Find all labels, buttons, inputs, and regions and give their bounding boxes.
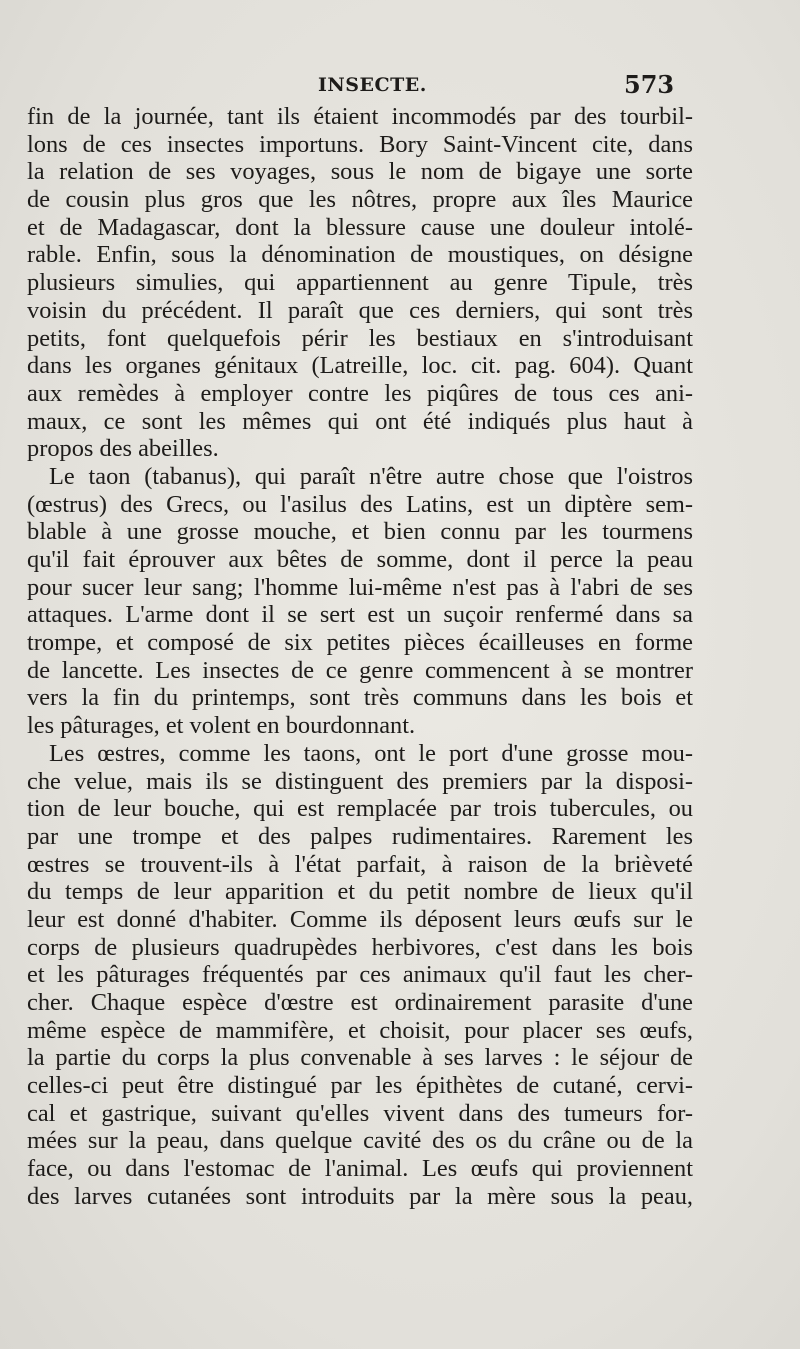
paragraph-3	[27, 740, 693, 1211]
text-line: la partie du corps la plus convenable à ses larves : le séjour de	[27, 1044, 693, 1072]
running-head	[0, 70, 800, 104]
text-line: lons de ces insectes importuns. Bory Saint-Vincent cite, dans	[27, 130, 693, 158]
paragraph-2	[27, 463, 693, 740]
text-line: même espèce de mammifère, et choisit, pour placer ses œufs,	[27, 1016, 693, 1044]
text-line: qu'il fait éprouver aux bêtes de somme, dont il perce la peau	[27, 546, 693, 573]
text-line: et de Madagascar, dont la blessure cause une douleur intolé-	[27, 213, 693, 241]
text-line: de cousin plus gros que les nôtres, propre aux îles Maurice	[27, 186, 693, 214]
text-line: fin de la journée, tant ils étaient incommodés par des tourbil-	[27, 103, 693, 130]
text-line: voisin du précédent. Il paraît que ces derniers, qui sont très	[27, 296, 693, 324]
text-line: vers la fin du printemps, sont très communs dans les bois et	[27, 684, 693, 712]
text-line: de lancette. Les insectes de ce genre commencent à se montrer	[27, 656, 693, 684]
text-line: plusieurs simulies, qui appartiennent au genre Tipule, très	[27, 269, 693, 297]
page-number: 573	[624, 70, 675, 99]
text-line: attaques. L'arme dont il se sert est un suçoir renfermé dans sa	[27, 601, 693, 629]
paragraph-1	[27, 103, 693, 463]
text-line: et les pâturages fréquentés par ces animaux qu'il faut les cher-	[27, 961, 693, 989]
text-line: trompe, et composé de six petites pièces écailleuses en forme	[27, 629, 693, 657]
text-line: leur est donné d'habiter. Comme ils déposent leurs œufs sur le	[27, 905, 693, 933]
text-line: face, ou dans l'estomac de l'animal. Les œufs qui proviennent	[27, 1155, 693, 1183]
text-line: maux, ce sont les mêmes qui ont été indiqués plus haut à	[27, 407, 693, 435]
text-line: les pâturages, et volent en bourdonnant.	[27, 712, 416, 740]
text-line: du temps de leur apparition et du petit nombre de lieux qu'il	[27, 878, 693, 906]
text-line: cher. Chaque espèce d'œstre est ordinairement parasite d'une	[27, 989, 693, 1016]
text-line: Le taon (tabanus), qui paraît n'être autre chose que l'oistros	[49, 462, 693, 490]
text-line: petits, font quelquefois périr les bestiaux en s'introduisant	[27, 324, 693, 352]
text-line: blable à une grosse mouche, et bien connu par les tourmens	[27, 518, 693, 546]
text-line: la relation de ses voyages, sous le nom de bigaye une sorte	[27, 158, 693, 186]
text-line: dans les organes génitaux (Latreille, loc. cit. pag. 604). Quant	[27, 352, 693, 380]
text-line: par une trompe et des palpes rudimentaires. Rarement les	[27, 822, 693, 850]
text-line: corps de plusieurs quadrupèdes herbivores, c'est dans les bois	[27, 933, 693, 961]
text-line: mées sur la peau, dans quelque cavité des os du crâne ou de la	[27, 1127, 693, 1155]
text-line: che velue, mais ils se distinguent des premiers par la disposi-	[27, 767, 693, 795]
text-line: des larves cutanées sont introduits par la mère sous la peau,	[27, 1182, 693, 1210]
text-line: cal et gastrique, suivant qu'elles vivent dans des tumeurs for-	[27, 1099, 693, 1127]
text-line: pour sucer leur sang; l'homme lui-même n'est pas à l'abri de ses	[27, 573, 693, 601]
text-line: celles-ci peut être distingué par les épithètes de cutané, cervi-	[27, 1072, 693, 1100]
text-line: (œstrus) des Grecs, ou l'asilus des Latins, est un diptère sem-	[27, 490, 693, 518]
text-line: propos des abeilles.	[27, 435, 219, 463]
running-head-title: INSECTE.	[318, 74, 427, 96]
text-line: tion de leur bouche, qui est remplacée par trois tubercules, ou	[27, 795, 693, 823]
text-line: rable. Enfin, sous la dénomination de moustiques, on désigne	[27, 241, 693, 269]
text-line: œstres se trouvent-ils à l'état parfait, à raison de la brièveté	[27, 850, 693, 878]
text-line: Les œstres, comme les taons, ont le port d'une grosse mou-	[49, 739, 693, 767]
body-text	[27, 103, 693, 1211]
text-line: aux remèdes à employer contre les piqûres de tous ces ani-	[27, 379, 693, 407]
